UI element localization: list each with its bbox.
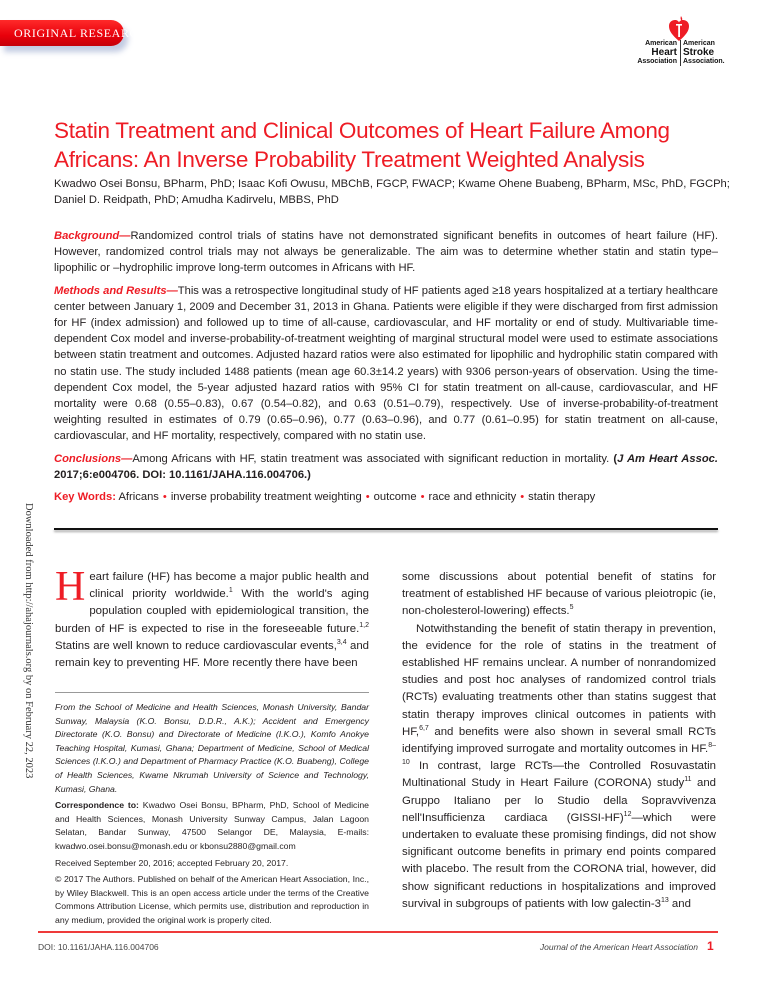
section-banner	[0, 20, 148, 46]
citation-ref[interactable]: 3,4	[336, 638, 347, 646]
conclusions-label: Conclusions—	[54, 452, 133, 465]
keyword: Africans	[118, 491, 159, 504]
license-note: © 2017 The Authors. Published on behalf of the American Heart Association, Inc., by Wiley Blackwell. This is an open access article under the terms of the Creative Commons Attribution License, which permits use, distribution and reproduction in any medium, provided the original work is properly cited.	[55, 874, 369, 925]
logo-divider	[680, 40, 681, 66]
heart-torch-icon	[668, 16, 690, 42]
footer-doi: DOI: 10.1161/JAHA.116.004706	[38, 942, 159, 952]
keyword: race and ethnicity	[428, 491, 517, 504]
citation-ref[interactable]: 13	[660, 896, 669, 904]
background-label: Background—	[54, 230, 131, 242]
body-column-left	[55, 564, 369, 672]
methods-label: Methods and Results—	[54, 284, 178, 297]
citation: (J Am Heart Assoc. 2017;6:e004706. DOI: 10.1161/JAHA.116.004706.)	[54, 452, 718, 481]
footer-divider	[38, 931, 718, 933]
citation-ref[interactable]: 6,7	[419, 724, 429, 732]
keyword: statin therapy	[528, 491, 596, 504]
footnotes	[55, 701, 369, 931]
bullet-icon: •	[520, 491, 525, 504]
citation-ref[interactable]: 1,2	[359, 621, 369, 629]
received-note: Received September 20, 2016; accepted February 20, 2017.	[55, 857, 289, 868]
section-label: ORIGINAL RESEARCH	[14, 26, 148, 40]
citation-ref[interactable]: 5	[569, 604, 574, 612]
download-watermark: Downloaded from http://ahajournals.org by on February 22, 2023	[23, 503, 34, 779]
abstract-conclusions	[54, 451, 718, 483]
keyword: outcome	[373, 491, 417, 504]
footer-journal-name: Journal of the American Heart Association	[539, 942, 698, 952]
correspondence-note: Correspondence to: Kwadwo Osei Bonsu, BPharm, PhD, School of Medicine and Health Sciences, Monash University Sunway Campus, Jalan Lagoon Selatan, Bandar Sunway, 47500 Selangor DE, Malaysia, E-mails: kwadwo.osei.bonsu@monash.edu or kbonsu2880@gmail.com	[55, 800, 369, 851]
affiliation-note: From the School of Medicine and Health Sciences, Monash University, Bandar Sunway, Malaysia (K.O. Bonsu, D.D.R., A.K.); Accident and Emergency Directorate (K.O. Bonsu) and Directorate of Medicine (I.K.O.), Komfo Anokye Teaching Hospital, Kumasi, Ghana; Department of Medicine, School of Medical Sciences (I.K.O.) and Department of Pharmacy Practice (K.O. Buabeng), College of Health Sciences, Kwame Nkrumah University of Science and Technology, Kumasi, Ghana.	[55, 702, 369, 794]
aha-wordmark: American Heart Association	[637, 40, 677, 65]
asa-wordmark: American Stroke Association.	[683, 40, 725, 65]
citation-ref[interactable]: 12	[623, 810, 632, 818]
keyword: inverse probability treatment weighting	[170, 491, 362, 504]
intro-paragraph: Heart failure (HF) has become a major public health and clinical priority worldwide.$^1$ With the world's aging population coupled with epidemiological transition, the burden of HF is expected to rise in the foreseeable future.$^{1,2}$ Statins are well known to reduce cardiovascular events,$^{3,4}$ and remain key to preventing HF. More recently there have been	[55, 564, 369, 670]
keywords	[54, 489, 718, 505]
background-text: Randomized control trials of statins have not demonstrated significant benefits in outcomes of heart failure (HF). However, randomized control trials may not always be generalizable. The aim was to determine whether statin and statin type–lipophilic or –hydrophilic improve long-term outcomes in Africans with HF.	[54, 230, 718, 275]
body-paragraph: Notwithstanding the benefit of statin therapy in prevention, the evidence for the role of statins in the treatment of established HF remains unclear. A number of nonrandomized studies and post hoc analyses of randomized control trials (RCTs) evaluating treatments other than statins suggest that statin therapy improves clinical outcomes in patients with HF,$^{6,7}$ and benefits were also shown in several small RCTs identifying improved surrogate and mortality outcomes in HF.$^{8-10}$ In contrast, large RCTs—the Controlled Rosuvastatin Multinational Study in Heart Failure (CORONA) study$^{11}$ and Gruppo Italiano per lo Studio della Sopravvivenza nell'Insufficienza cardiaca (GISSI-HF)$^{12}$—which were undertaken to evaluate these promising findings, did not show significant outcome benefits in primary end points compared with placebo. The result from the CORONA trial, however, did show significant reductions in hospitalizations and improved survival in subgroups of patients with low galectin-$3^{13}$ and	[402, 622, 716, 910]
body-paragraph: some discussions about potential benefit of statins for treatment of established HF because of various pleiotropic (ie, non-cholesterol-lowering) effects.$^5$	[402, 571, 716, 618]
conclusions-text: Among Africans with HF, statin treatment was associated with significant reduction in mortality.	[132, 452, 610, 465]
citation-ref[interactable]: 8–10	[402, 742, 716, 767]
keywords-label: Key Words:	[54, 491, 116, 504]
aha-asa-logo	[620, 16, 760, 72]
bullet-icon: •	[420, 491, 425, 504]
abstract-divider	[54, 528, 718, 530]
abstract-methods	[54, 283, 718, 445]
body-column-right	[402, 569, 716, 913]
abstract	[54, 228, 718, 511]
citation-ref[interactable]: 11	[684, 776, 692, 784]
footnote-divider	[55, 692, 369, 693]
page-number: 1	[707, 939, 714, 953]
bullet-icon: •	[365, 491, 370, 504]
citation-ref[interactable]: 1	[228, 587, 233, 595]
author-list: Kwadwo Osei Bonsu, BPharm, PhD; Isaac Kofi Owusu, MBChB, FGCP, FWACP; Kwame Ohene Buabeng, BPharm, MSc, PhD, FGCPh; Daniel D. Reidpath, PhD; Amudha Kadirvelu, MBBS, PhD	[54, 178, 730, 206]
drop-cap: H	[55, 564, 86, 610]
abstract-background	[54, 228, 718, 277]
article-title: Statin Treatment and Clinical Outcomes of Heart Failure Among Africans: An Inverse Probability Treatment Weighted Analysis	[54, 118, 670, 172]
methods-text: This was a retrospective longitudinal study of HF patients aged ≥18 years hospitalized at a tertiary healthcare center between January 1, 2009 and December 31, 2013 in Ghana. Patients were eligible if they were discharged from first admission for HF (index admission) and followed up to time of all-cause, cardiovascular, and HF mortality or end of study. Multivariable time-dependent Cox model and inverse-probability-of-treatment weighting of marginal structural model were used to estimate associations between statin treatment and outcomes. Adjusted hazard ratios were also estimated for lipophilic and hydrophilic statin compared with no statin use. The study included 1488 patients (mean age 60.3±14.2 years) with 9306 person-years of observation. Using the time-dependent Cox model, the 5-year adjusted hazard ratios with 95% CI for statin treatment on all-cause, cardiovascular, and HF mortality were 0.68 (0.55–0.83), 0.67 (0.54–0.82), and 0.63 (0.51–0.79), respectively. Use of inverse-probability-of-treatment weighting resulted in estimates of 0.79 (0.65–0.96), 0.77 (0.63–0.96), and 0.77 (0.61–0.95) for statin treatment on all-cause, cardiovascular, and HF mortality, respectively, compared with no statin use.	[54, 284, 718, 443]
bullet-icon: •	[162, 491, 167, 504]
